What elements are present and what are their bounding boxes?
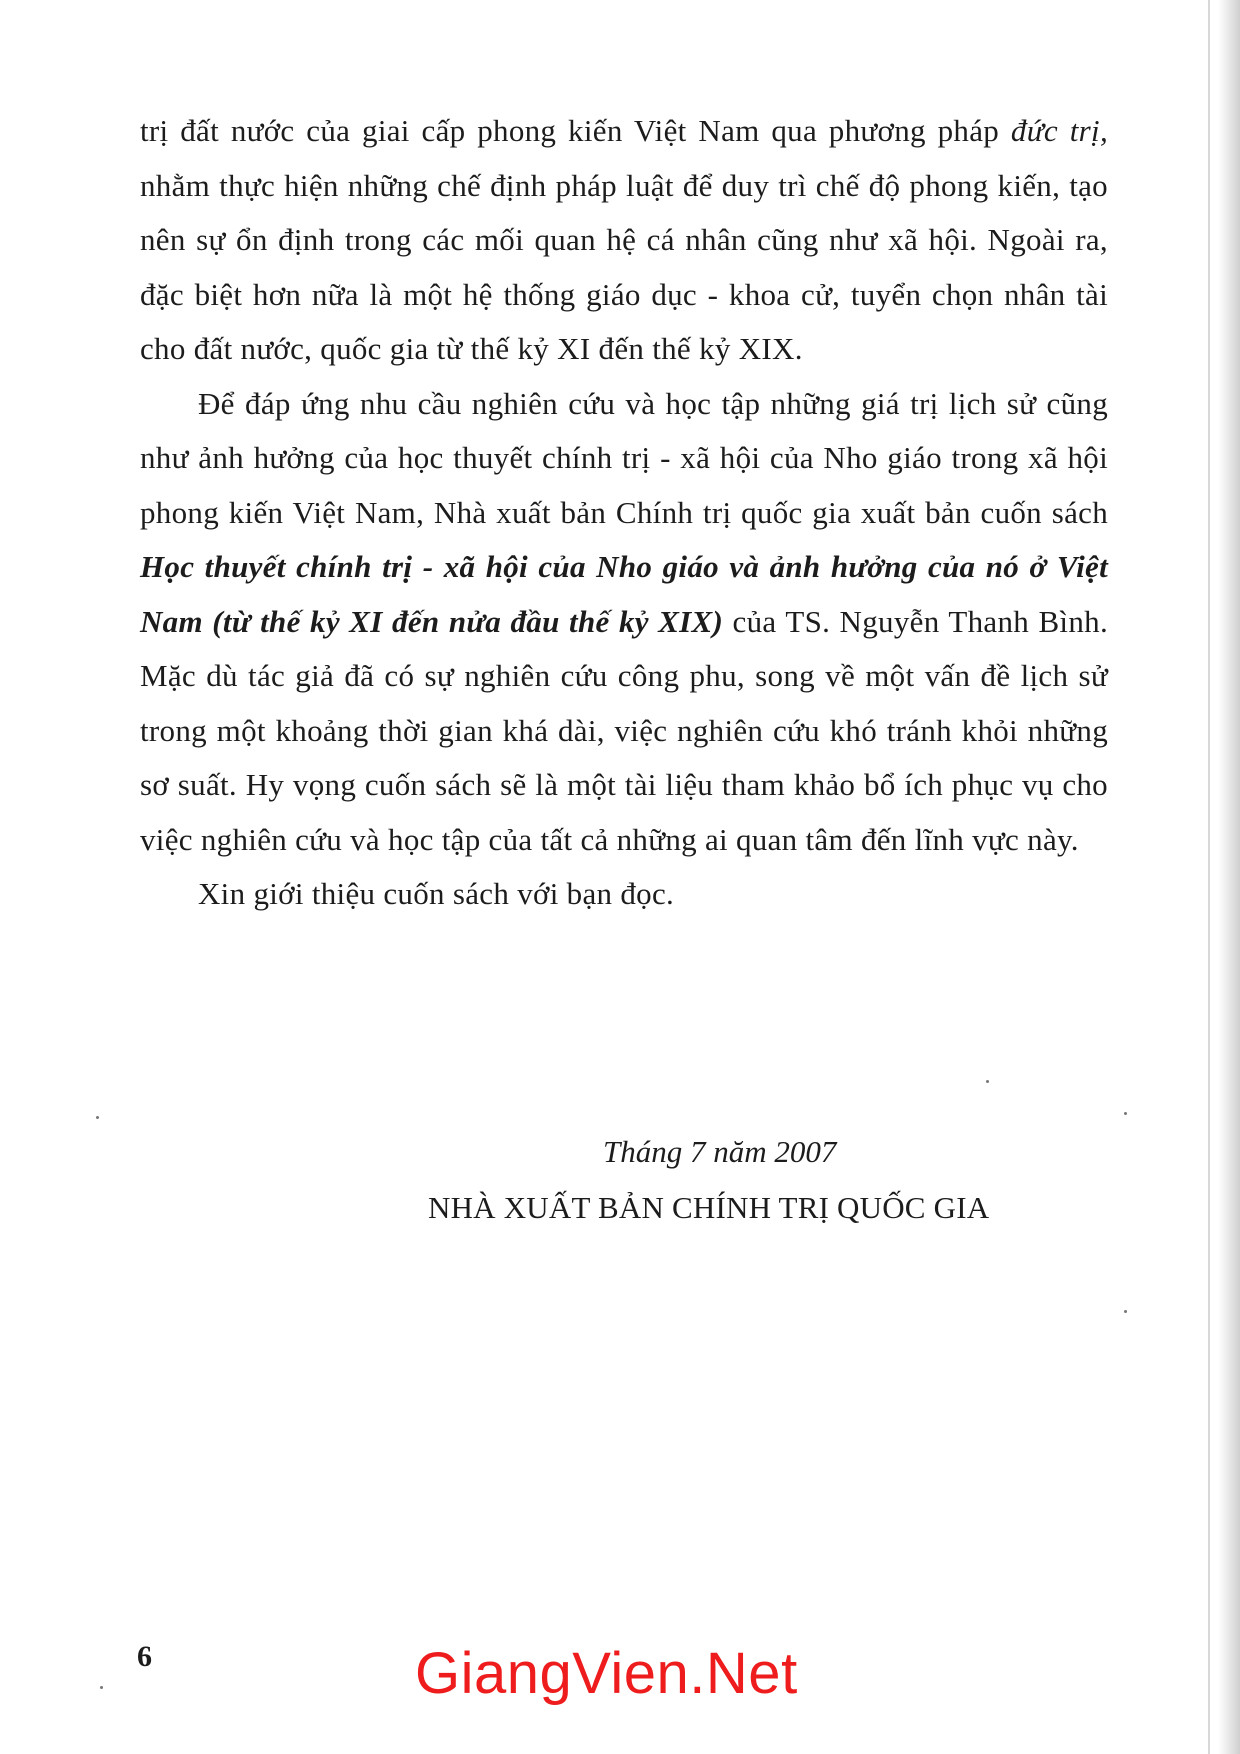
page-number: 6 bbox=[137, 1640, 152, 1673]
signature-date: Tháng 7 năm 2007 bbox=[603, 1134, 837, 1169]
scan-speck bbox=[1124, 1310, 1127, 1313]
emphasis-duc-tri: đức trị, bbox=[1010, 113, 1109, 148]
body-text bbox=[140, 104, 1108, 922]
paragraph-continuation bbox=[140, 104, 1108, 377]
page-edge-shadow bbox=[1218, 0, 1240, 1754]
paragraph-publication-note bbox=[140, 377, 1108, 868]
signature-block bbox=[428, 1124, 1078, 1236]
signature-publisher: NHÀ XUẤT BẢN CHÍNH TRỊ QUỐC GIA bbox=[428, 1190, 990, 1225]
text-segment: Xin giới thiệu cuốn sách với bạn đọc. bbox=[198, 876, 675, 911]
text-segment: nhằm thực hiện những chế định pháp luật để duy trì chế độ phong kiến, tạo nên sự ổn định trong các mối quan hệ cá nhân cũng như xã hội. Ngoài ra, đặc biệt hơn nữa là một hệ thống giáo dục - khoa cử, tuyển chọn nhân tài cho đất nước, quốc gia từ thế kỷ XI đến thế kỷ XIX. bbox=[140, 167, 1108, 366]
text-segment: trị đất nước của giai cấp phong kiến Việt Nam qua phương pháp bbox=[140, 113, 1011, 148]
text-segment: Để đáp ứng nhu cầu nghiên cứu và học tập những giá trị lịch sử cũng như ảnh hưởng của học thuyết chính trị - xã hội của Nho giáo trong xã hội phong kiến Việt Nam, Nhà xuất bản Chính trị quốc gia xuất bản cuốn sách bbox=[140, 385, 1108, 530]
paragraph-closing bbox=[140, 867, 1108, 922]
scan-speck bbox=[986, 1080, 989, 1083]
book-title: Học thuyết chính trị - xã hội của Nho giáo và ảnh hưởng của nó ở Việt Nam (từ thế kỷ XI đến nửa đầu thế kỷ XIX) bbox=[140, 549, 1108, 639]
scan-speck bbox=[1124, 1112, 1127, 1115]
watermark: GiangVien.Net bbox=[415, 1641, 798, 1706]
scan-speck bbox=[100, 1686, 103, 1689]
scan-speck bbox=[96, 1116, 99, 1119]
page-edge-line bbox=[1208, 0, 1210, 1754]
text-segment: của TS. Nguyễn Thanh Bình. Mặc dù tác giả đã có sự nghiên cứu công phu, song về một vấn đề lịch sử trong một khoảng thời gian khá dài, việc nghiên cứu khó tránh khỏi những sơ suất. Hy vọng cuốn sách sẽ là một tài liệu tham khảo bổ ích phục vụ cho việc nghiên cứu và học tập của tất cả những ai quan tâm đến lĩnh vực này. bbox=[140, 603, 1108, 857]
